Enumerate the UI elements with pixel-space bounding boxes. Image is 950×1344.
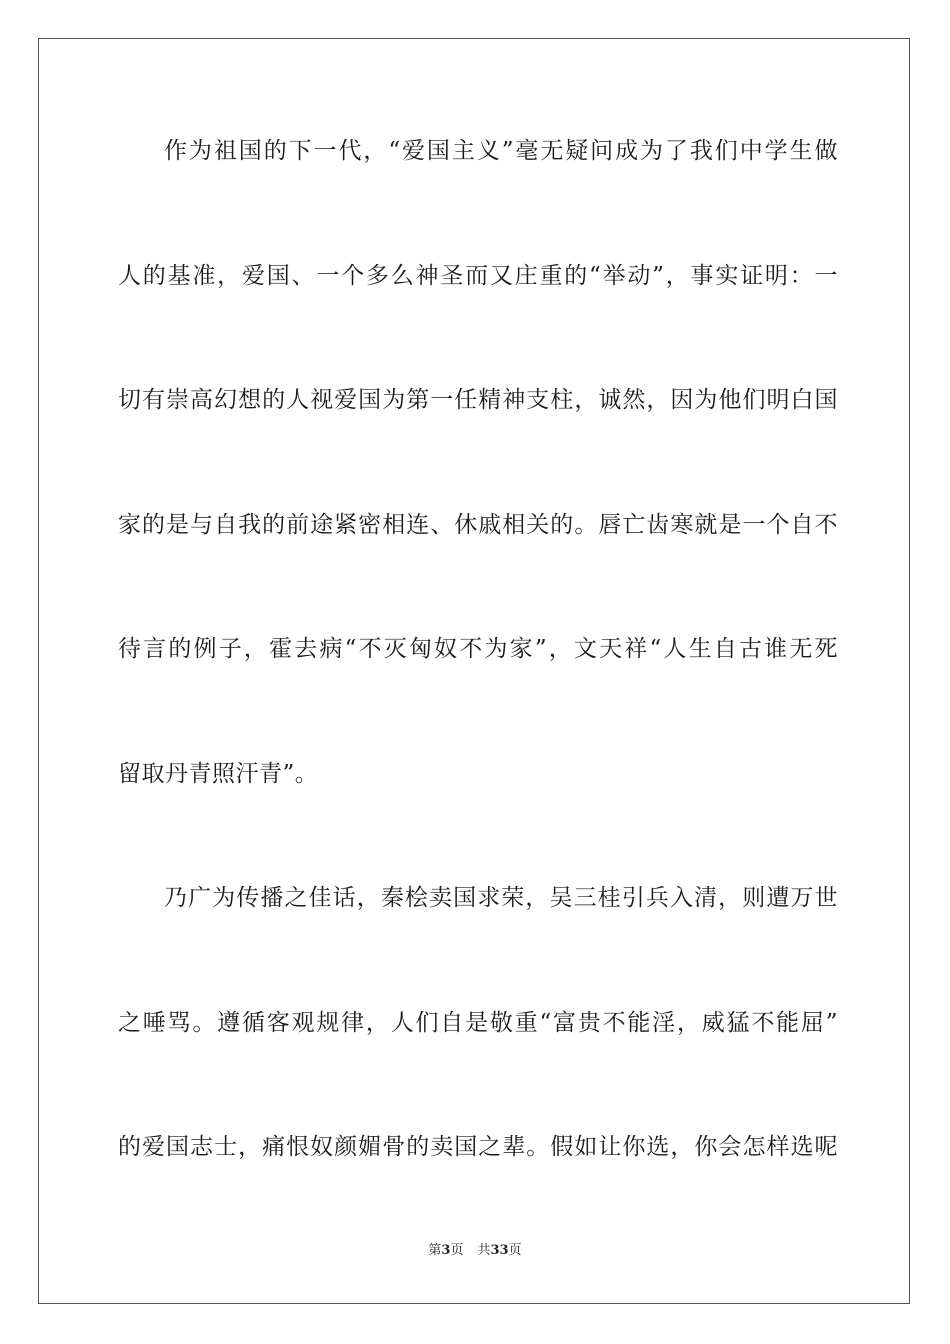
page-label-prefix: 第 xyxy=(428,1243,442,1258)
page-number: 3 xyxy=(441,1243,451,1258)
total-pages: 33 xyxy=(490,1243,509,1258)
page-label-suffix: 页 xyxy=(450,1243,464,1258)
total-label-suffix: 页 xyxy=(508,1243,522,1258)
text-line: 家的是与自我的前途紧密相连、休戚相关的。唇亡齿寒就是一个自不 xyxy=(118,512,838,538)
text-line: 留取丹青照汗青”。 xyxy=(118,761,319,787)
page-border xyxy=(38,38,910,1304)
text-line: 的爱国志士，痛恨奴颜媚骨的卖国之辈。假如让你选，你会怎样选呢 xyxy=(118,1134,838,1160)
text-line: 待言的例子，霍去病“不灭匈奴不为家”，文天祥“人生自古谁无死 xyxy=(118,636,838,662)
text-line: 切有崇高幻想的人视爱国为第一任精神支柱，诚然，因为他们明白国 xyxy=(118,387,838,413)
text-line: 之唾骂。遵循客观规律，人们自是敬重“富贵不能淫，威猛不能屈” xyxy=(118,1010,838,1036)
page-footer xyxy=(0,1243,950,1259)
text-line: 作为祖国的下一代，“爱国主义”毫无疑问成为了我们中学生做 xyxy=(164,138,838,164)
total-label-prefix: 共 xyxy=(477,1243,491,1258)
text-line: 人的基准，爱国、一个多么神圣而又庄重的“举动”，事实证明：一 xyxy=(118,263,838,289)
text-line: 乃广为传播之佳话，秦桧卖国求荣，吴三桂引兵入清，则遭万世 xyxy=(164,885,838,911)
